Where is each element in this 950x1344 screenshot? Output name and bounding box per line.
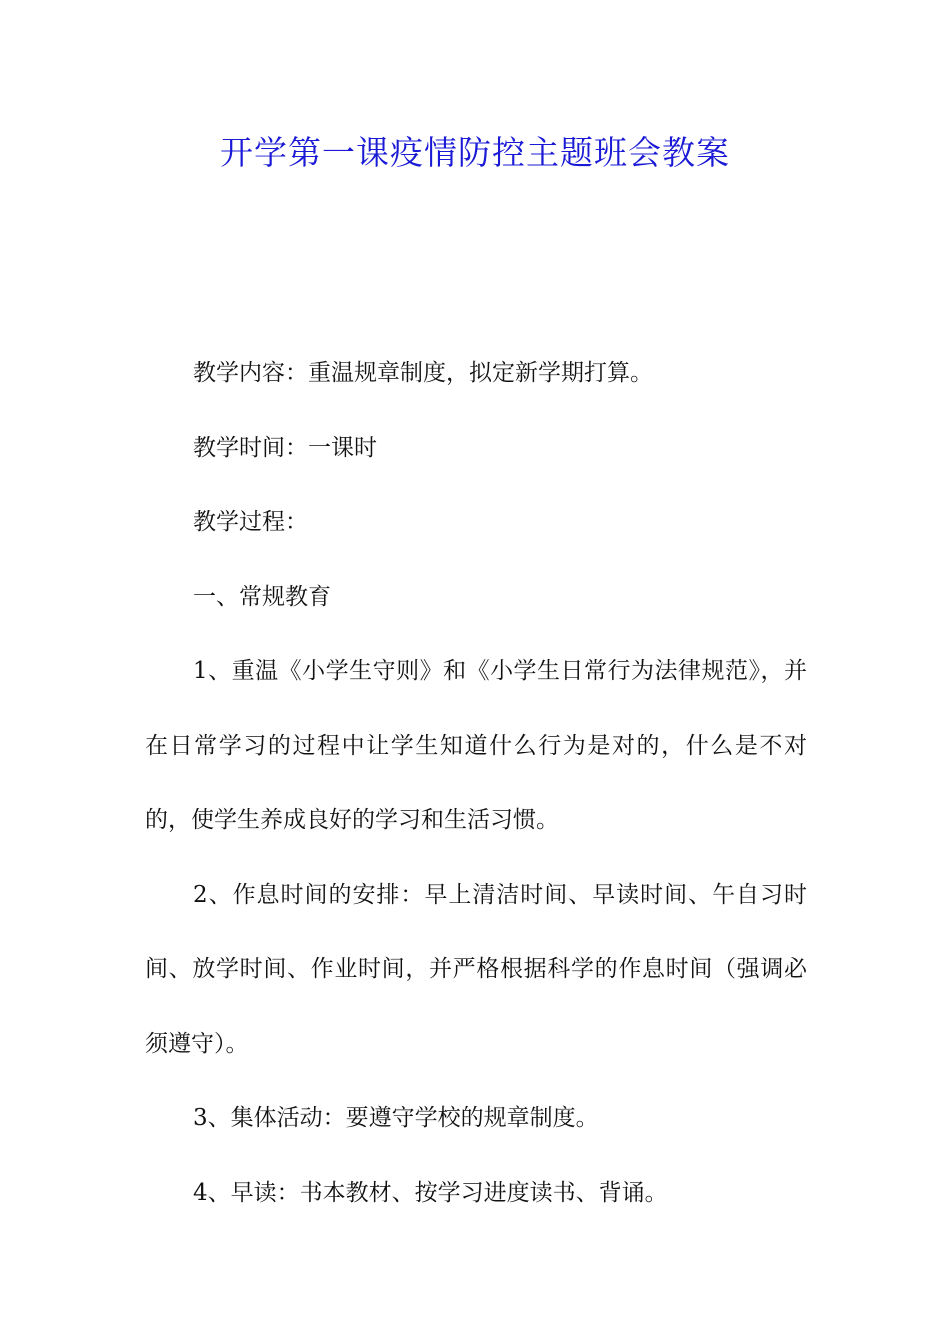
section-heading-routine-education: 一、常规教育 xyxy=(193,583,331,610)
document-body xyxy=(145,336,807,1230)
paragraph-item-2: 2、作息时间的安排：早上清洁时间、早读时间、午自习时间、放学时间、作业时间，并严格根据科学的作息时间（强调必须遵守）。 xyxy=(145,881,807,1057)
document-title: 开学第一课疫情防控主题班会教案 xyxy=(220,133,730,172)
paragraph-teaching-process: 教学过程： xyxy=(193,509,308,535)
paragraph-item-3: 3、集体活动：要遵守学校的规章制度。 xyxy=(193,1105,599,1131)
paragraph-item-1: 1、重温《小学生守则》和《小学生日常行为法律规范》，并在日常学习的过程中让学生知道什么行为是对的，什么是不对的，使学生养成良好的学习和生活习惯。 xyxy=(145,658,807,833)
paragraph-teaching-content: 教学内容：重温规章制度，拟定新学期打算。 xyxy=(193,360,653,386)
paragraph-teaching-time: 教学时间：一课时 xyxy=(193,434,377,461)
paragraph-item-4: 4、早读：书本教材、按学习进度读书、背诵。 xyxy=(193,1179,668,1206)
